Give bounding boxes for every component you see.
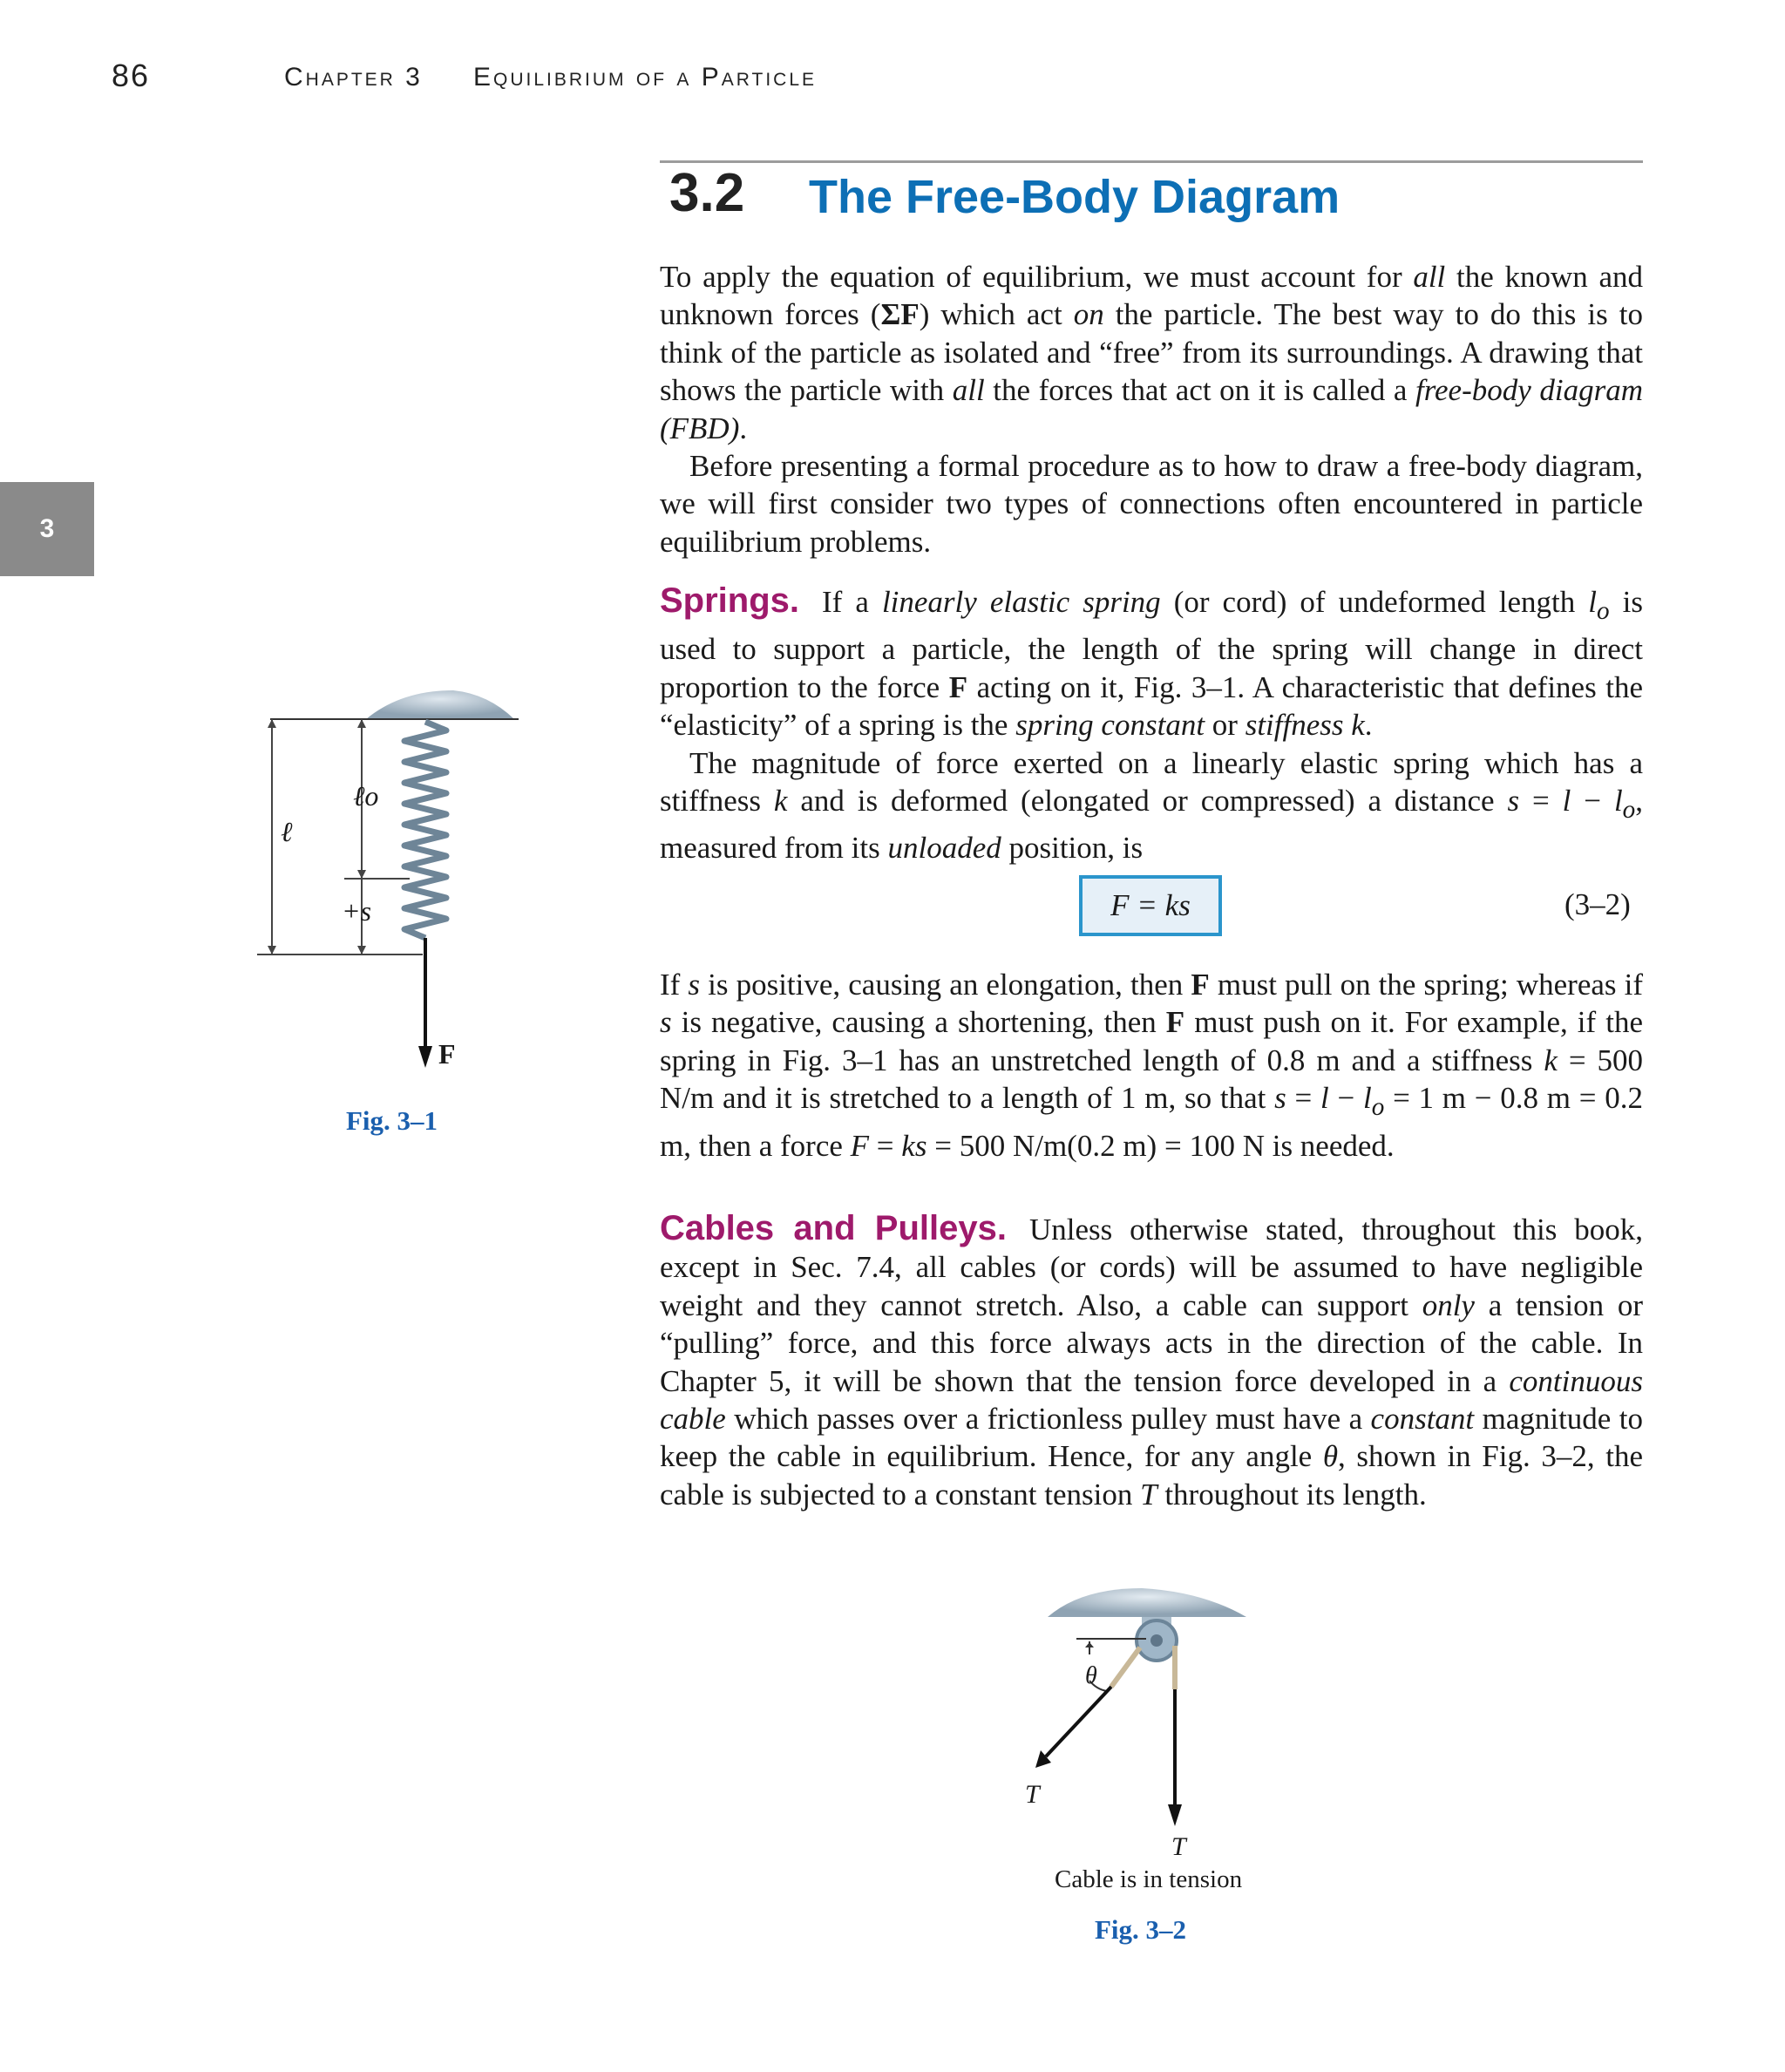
springs-paragraph-3 <box>660 966 1643 1165</box>
text-run: (or cord) of undeformed length <box>1160 585 1589 619</box>
text-run: throughout its length. <box>1157 1477 1427 1512</box>
text-run: stiffness k <box>1245 708 1365 743</box>
text-run: free-body diagram (FBD) <box>660 373 1643 445</box>
dim-arrowhead <box>357 946 366 954</box>
dim-arrowhead <box>268 719 276 728</box>
text-run: k <box>1544 1043 1558 1077</box>
text-run: linearly elastic spring <box>881 585 1161 619</box>
text-run: o <box>1597 597 1610 625</box>
section-title: The Free-Body Diagram <box>809 171 1340 223</box>
text-run: acting on it, Fig. 3–1. A characteristic that defines the “elasticity” of a spring is the <box>660 669 1643 743</box>
text-run: , measured from its <box>660 784 1643 866</box>
intro-text <box>660 258 1643 560</box>
pulley-axle <box>1150 1634 1163 1647</box>
label-F: F <box>438 1038 456 1070</box>
force-arrowhead <box>418 1046 432 1068</box>
dim-arrowhead <box>357 870 366 879</box>
text-run: l <box>1320 1081 1329 1116</box>
tension-arrow-left <box>1046 1687 1111 1756</box>
text-run: Unless otherwise stated, throughout this book, except in Sec. 7.4, all cables (or cords) will be assumed to have negligible weight and they cannot stretch. Also, a cable can support <box>660 1213 1644 1322</box>
text-run: and is deformed (elongated or compressed) a distance <box>787 784 1508 819</box>
text-run: = <box>869 1128 902 1163</box>
cables-text <box>660 1210 1643 1513</box>
chapter-side-tab: 3 <box>0 482 94 576</box>
page-number: 86 <box>112 58 151 93</box>
text-run: l <box>1613 784 1623 819</box>
text-run: unloaded <box>887 831 1001 866</box>
chapter-label: Chapter 3 <box>284 63 423 92</box>
text-run: s <box>1274 1081 1286 1116</box>
text-run: s <box>1507 784 1520 819</box>
equation-box: F = ks <box>1079 875 1222 936</box>
figure-3-2-pulley <box>1028 1569 1264 1831</box>
text-run: constant <box>1370 1402 1475 1437</box>
text-run: . <box>739 411 748 445</box>
text-run: all <box>1413 260 1446 294</box>
springs-heading: Springs. <box>660 581 800 620</box>
text-run: l <box>1562 784 1571 819</box>
text-run: o <box>1622 796 1636 825</box>
text-run: is used to support a particle, the length of the spring will change in direct proportion to the force <box>660 585 1643 704</box>
text-run: which passes over a frictionless pulley must have a <box>725 1402 1371 1437</box>
text-run: on <box>1073 297 1104 332</box>
text-run: − <box>1328 1081 1363 1116</box>
ceiling-support <box>366 690 514 719</box>
text-run: l <box>1363 1081 1372 1116</box>
text-run: F <box>948 669 968 704</box>
figure-3-1-spring <box>253 680 540 1098</box>
tension-arrowhead-down <box>1168 1804 1182 1826</box>
text-run: = <box>1519 784 1563 819</box>
text-run: = 500 N/m(0.2 m) = 100 N is needed. <box>926 1128 1395 1163</box>
dim-arrowhead <box>268 946 276 954</box>
text-run: If <box>660 968 689 1002</box>
text-run: θ <box>1322 1439 1339 1474</box>
text-run: If a <box>822 585 882 619</box>
springs-paragraph-2 <box>660 744 1643 867</box>
text-run: = 500 N/m and it is stretched to a length of 1 m, so that <box>660 1043 1643 1116</box>
text-run: . <box>1364 708 1373 743</box>
text-run: = 1 m − 0.8 m = 0.2 m, then a force <box>660 1081 1643 1163</box>
label-theta: θ <box>1085 1662 1097 1689</box>
label-T-down: T <box>1171 1832 1186 1861</box>
text-run: s <box>660 1005 672 1040</box>
text-run: F <box>850 1128 870 1163</box>
text-run: spring constant <box>1015 708 1205 743</box>
text-run: = <box>1286 1081 1321 1116</box>
equation-number: (3–2) <box>1564 887 1631 921</box>
text-run: is negative, causing a shortening, then <box>671 1005 1166 1040</box>
text-run: ks <box>901 1128 927 1163</box>
text-run: must push on it. For example, if the spring in Fig. 3–1 has an unstretched length of 0.8 m and a stiffness <box>660 1005 1643 1077</box>
text-run: the known and unknown forces ( <box>660 260 1643 332</box>
cable-left <box>1111 1647 1140 1687</box>
text-run: s <box>688 968 701 1002</box>
text-run: position, is <box>1001 831 1144 866</box>
dim-arrowhead <box>357 719 366 728</box>
text-run: ) which act <box>919 297 1074 332</box>
text-run: continuous cable <box>660 1363 1643 1437</box>
text-run: only <box>1422 1287 1475 1322</box>
text-run: − <box>1571 784 1614 819</box>
cables-heading: Cables and Pulleys. <box>660 1209 1007 1247</box>
text-run: F <box>1191 968 1210 1002</box>
text-run: T <box>1140 1477 1157 1512</box>
text-run: the forces that act on it is called a <box>984 373 1415 408</box>
label-lo: ℓo <box>353 780 379 812</box>
spring-coil <box>404 722 446 938</box>
cables-paragraph-1 <box>660 1210 1643 1513</box>
text-run: ΣF <box>880 297 920 332</box>
label-s: +s <box>342 895 372 927</box>
label-T-left: T <box>1025 1780 1040 1809</box>
text-run: , shown in Fig. 3–2, the cable is subjected to a constant tension <box>660 1439 1643 1512</box>
intro-paragraph-2: Before presenting a formal procedure as to how to draw a free-body diagram, we will first consider two types of connections often encountered in particle equilibrium problems. <box>660 449 1643 559</box>
figure-3-2-caption: Fig. 3–2 <box>1095 1914 1187 1945</box>
text-run: must pull on the spring; whereas if <box>1209 968 1644 1002</box>
text-run: or <box>1205 708 1245 743</box>
figure-3-2-subcaption: Cable is in tension <box>1055 1865 1243 1893</box>
text-run: To apply the equation of equilibrium, we must account for <box>660 260 1414 294</box>
springs-text <box>660 582 1643 867</box>
section-rule <box>660 160 1643 163</box>
text-run: F <box>1165 1005 1185 1040</box>
text-run: magnitude to keep the cable in equilibrium. Hence, for any angle <box>660 1402 1643 1474</box>
intro-paragraph-1 <box>660 258 1643 447</box>
text-run: k <box>773 784 788 819</box>
text-run: the particle. The best way to do this is to think of the particle as isolated and “free” from its surroundings. A drawing that shows the particle with <box>660 297 1643 408</box>
springs-paragraph-1 <box>660 582 1643 744</box>
text-run: o <box>1371 1093 1385 1122</box>
text-run: l <box>1588 585 1597 619</box>
text-run: The magnitude of force exerted on a linearly elastic spring which has a stiffness <box>660 745 1643 819</box>
springs-text-2 <box>660 966 1643 1165</box>
ceiling-support <box>1048 1588 1246 1617</box>
text-run: a tension or “pulling” force, and this force always acts in the direction of the cable. In Chapter 5, it will be shown that the tension force developed in a <box>660 1287 1643 1398</box>
angle-arrowhead <box>1085 1642 1094 1647</box>
chapter-title: Equilibrium of a Particle <box>473 63 818 92</box>
label-l: ℓ <box>281 816 293 847</box>
section-number: 3.2 <box>669 163 745 223</box>
figure-3-1-caption: Fig. 3–1 <box>346 1105 438 1136</box>
text-run: all <box>952 373 985 408</box>
text-run: is positive, causing an elongation, then <box>700 968 1191 1002</box>
